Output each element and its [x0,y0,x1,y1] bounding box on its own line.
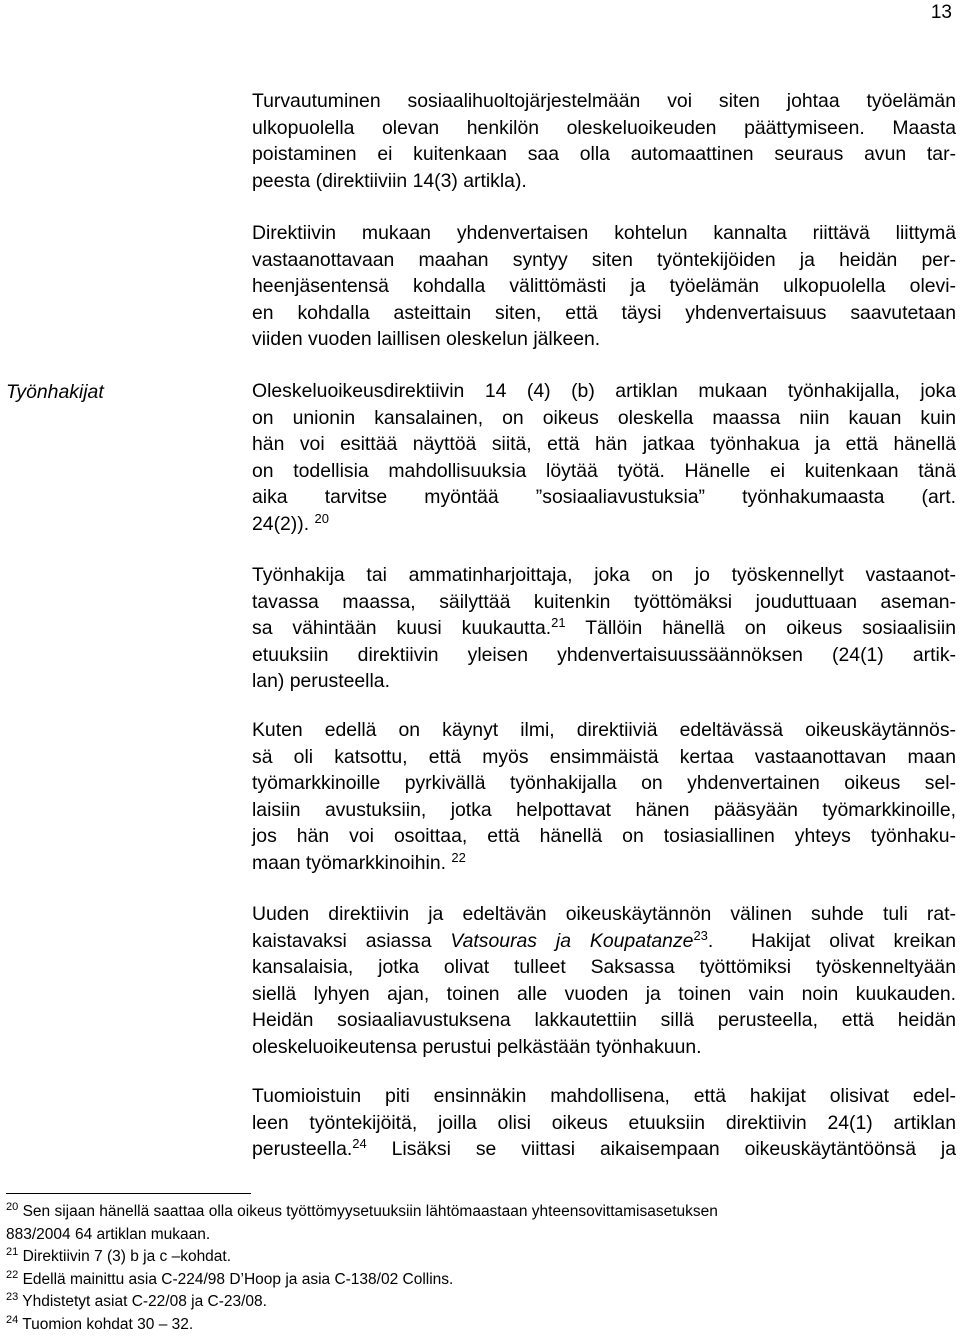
text-line: oleskeluoikeutensa perustui pelkästään työnhakuun. [252,1035,702,1058]
footnote-text: Sen sijaan hänellä saattaa olla oikeus työttömyysetuuksiin lähtömaastaan yhteensovittamisasetuksen [22,1203,718,1220]
text-line: laisiin avustuksiin, jotka helpottavat hänen pääsyään työmarkkinoille, [252,798,956,821]
footnote-text: Edellä mainittu asia C-224/98 D’Hoop ja asia C-138/02 Collins. [22,1270,454,1288]
text-line: Oleskeluoikeusdirektiivin 14 (4) (b) artiklan mukaan työnhakijalla, joka [252,380,956,402]
footnote-separator [6,1193,251,1194]
text-line: siellä lyhyen ajan, toinen alle vuoden ja toinen vain noin kuukauden. [252,982,956,1005]
footnote-text: Direktiivin 7 (3) b ja c –kohdat. [22,1248,232,1265]
paragraph-2 [252,220,956,353]
text-line: Työnhakija tai ammatinharjoittaja, joka on jo työskennellyt vastaanot- [252,564,956,586]
text-line: tavassa maassa, säilyttää kuitenkin työttömäksi jouduttuaan aseman- [252,590,956,613]
text-fragment: perusteella. [252,1138,353,1161]
text-line: en kohdalla asteittain siten, että täysi yhdenvertaisuus saavutetaan [252,301,956,324]
text-fragment: . Hakijat olivat kreikan [707,929,956,952]
text-fragment: kaistavaksi asiassa [252,929,432,952]
text-line: heenjäsentensä kohdalla välittömästi ja työelämän ulkopuolella olevi- [252,275,956,298]
text-line: on todellisia mahdollisuuksia löytää työtä. Hänelle ei kuitenkaan tänä [252,459,956,482]
text-line [252,850,956,877]
footnote-number: 20 [6,1201,19,1213]
paragraph-7 [252,1083,956,1163]
text-line: Turvautuminen sosiaalihuoltojärjestelmään voi siten johtaa työelämän [252,90,956,112]
footnote-ref-22[interactable]: 22 [451,849,466,865]
text-fragment: Lisäksi se viittasi aikaisempaan oikeuskäytäntöönsä ja [391,1138,956,1161]
footnote-20 [6,1201,946,1224]
text-line: viiden vuoden laillisen oleskelun jälkeen. [252,328,601,351]
text-line [252,511,956,538]
text-line: vastaanottavaan maahan syntyy siten työntekijöiden ja heidän per- [252,248,956,271]
paragraph-1 [252,88,956,194]
footnote-ref-21[interactable]: 21 [551,615,566,631]
case-name: Vatsouras ja Koupatanze [450,929,694,952]
text-fragment: sa vähintään kuusi kuukautta. [252,617,552,640]
text-line: poistaminen ei kuitenkaan saa olla automaattinen seuraus avun tar- [252,143,956,166]
footnote-text: Tuomion kohdat 30 – 32. [22,1315,194,1333]
footnote-23 [6,1291,946,1314]
text-line: sä oli katsottu, että myös ensimmäistä kertaa vastaanottavan maan [252,745,956,768]
text-fragment: 24(2)). [252,512,310,535]
text-line: Tuomioistuin piti ensinnäkin mahdollisena, että hakijat olisivat edel- [252,1085,956,1107]
text-line: Direktiivin mukaan yhdenvertaisen kohtelun kannalta riittävä liittymä [252,222,956,244]
footnote-21 [6,1246,946,1269]
text-line [252,1136,956,1163]
text-line: ulkopuolella olevan henkilön oleskeluoikeuden päättymiseen. Maasta [252,116,956,139]
text-fragment: maan työmarkkinoihin. [252,851,446,874]
footnote-number: 21 [6,1246,19,1258]
text-line: työmarkkinoille pyrkivällä työnhakijalla on yhdenvertainen oikeus sel- [252,772,956,795]
text-line: Uuden direktiivin ja edeltävän oikeuskäytännön välinen suhde tuli rat- [252,903,956,925]
text-line: peesta (direktiiviin 14(3) artikla). [252,169,527,192]
page-number: 13 [930,2,952,23]
text-line: hän voi esittää näyttöä siitä, että hän jatkaa työnhakua ja että hänellä [252,433,956,456]
paragraph-5 [252,717,956,877]
footnote-20-cont: 883/2004 64 artiklan mukaan. [6,1225,211,1243]
text-line: kansalaisia, jotka olivat tulleet Saksassa työttömiksi työskenneltyään [252,956,956,979]
text-line: lan) perusteella. [252,670,390,693]
text-line: leen työntekijöitä, joilla olisi oikeus etuuksiin direktiivin 24(1) artiklan [252,1111,956,1134]
margin-heading: Työnhakijat [6,381,104,403]
text-line [252,615,956,642]
text-line: Heidän sosiaaliavustuksena lakkautettiin sillä perusteella, että heidän [252,1009,956,1032]
footnote-number: 24 [6,1313,19,1326]
footnote-number: 22 [6,1268,19,1281]
footnote-text: Yhdistetyt asiat C-22/08 ja C-23/08. [22,1293,267,1310]
footnote-ref-24[interactable]: 24 [352,1136,367,1152]
footnote-number: 23 [6,1291,19,1303]
footnote-24 [6,1314,946,1336]
footnotes [6,1201,946,1336]
paragraph-6 [252,901,956,1061]
text-fragment: Tällöin hänellä on oikeus sosiaalisiin [585,617,956,640]
text-line: on unionin kansalainen, on oikeus oleskella maassa niin kauan kuin [252,406,956,429]
paragraph-3 [252,378,956,538]
text-line: etuuksiin direktiivin yleisen yhdenvertaisuussäännöksen (24(1) artik- [252,643,956,666]
text-line: jos hän voi osoittaa, että hänellä on tosiasiallinen yhteys työnhaku- [252,825,956,848]
paragraph-4 [252,562,956,695]
footnote-22 [6,1269,946,1292]
text-line: aika tarvitse myöntää ”sosiaaliavustuksia” työnhakumaasta (art. [252,486,956,509]
text-line [252,928,956,955]
footnote-ref-23[interactable]: 23 [693,927,708,943]
footnote-ref-20[interactable]: 20 [314,510,329,526]
text-line: Kuten edellä on käynyt ilmi, direktiiviä edeltävässä oikeuskäytännös- [252,719,956,741]
